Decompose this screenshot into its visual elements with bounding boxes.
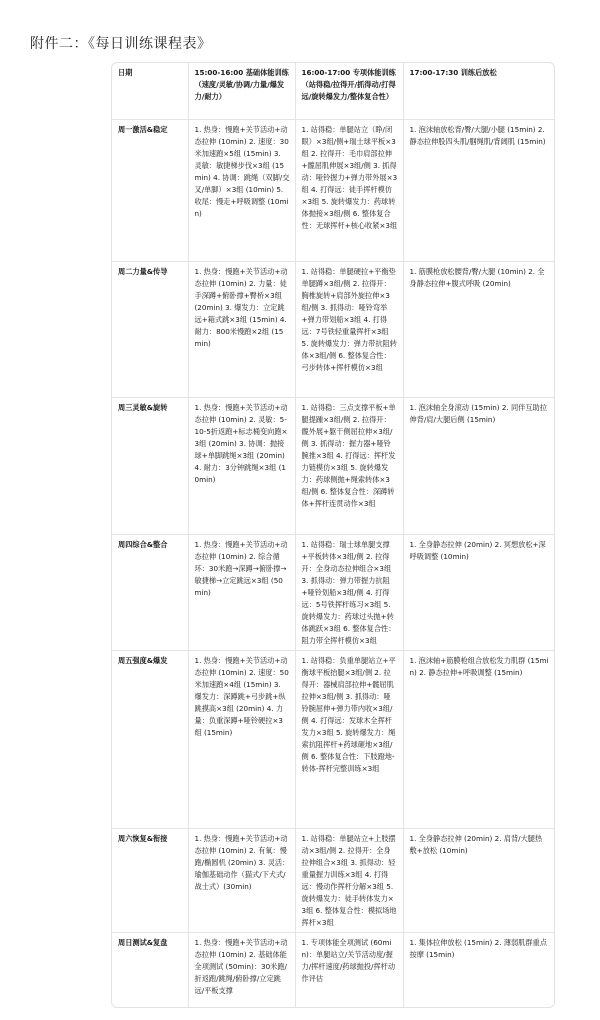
header-basic-training: 15:00-16:00 基础体能训练（速度/灵敏/协调/力量/爆发力/耐力）: [188, 63, 295, 119]
header-special-training: 16:00-17:00 专项体能训练（站得稳/拉得开/抓得动/打得远/旋转爆发力/整体复合性）: [295, 63, 403, 119]
header-relax: 17:00-17:30 训练后放松: [403, 63, 554, 119]
table-row-monday: [112, 119, 554, 261]
special-training-cell: 1. 站得稳：单腿站立（睁/闭眼）×3组/侧+瑞士球平板×3组 2. 拉得开：毛巾肩部拉伸+髋屈肌伸展×3组/侧 3. 抓得动：哑铃握力+弹力带外展×3组 4. 打得远：徒手挥杆模仿×3组 5. 旋转爆发力：药球转体抛接×3组/侧 6. 整体复合性：无球挥杆+核心收紧×3组: [295, 119, 403, 261]
basic-training-cell: 1. 热身：慢跑+关节活动+动态拉伸 (10min) 2. 灵敏：5-10-5折返跑+标志桶变向跑×3组 (20min) 3. 协调：抛接球+单脚跳绳×3组 (20min) 4. 耐力：3分钟跳绳×3组 (10min): [188, 397, 295, 534]
relax-cell: 1. 泡沫轴放松背/臀/大腿/小腿 (15min) 2. 静态拉伸股四头肌/腘绳肌/背阔肌 (15min): [403, 119, 554, 261]
day-label: 周三灵敏&旋转: [112, 397, 188, 534]
day-label: 周二力量&传导: [112, 261, 188, 397]
relax-cell: 1. 筋膜枪放松腰背/臀/大腿 (10min) 2. 全身静态拉伸+腹式呼吸 (20min): [403, 261, 554, 397]
relax-cell: 1. 全身静态拉伸 (20min) 2. 肩背/大腿热敷+放松 (10min): [403, 828, 554, 932]
day-label: 周五强度&爆发: [112, 650, 188, 828]
relax-cell: 1. 集体拉伸放松 (15min) 2. 薄弱肌群重点按摩 (15min): [403, 932, 554, 1008]
basic-training-cell: 1. 热身：慢跑+关节活动+动态拉伸 (10min) 2. 有氧：慢跑/椭圆机 (20min) 3. 灵活：瑜伽基础动作（猫式/下犬式/战士式）(30min): [188, 828, 295, 932]
relax-cell: 1. 泡沫轴全身滚动 (15min) 2. 同伴互助拉伸背/肩/大腿后侧 (15min): [403, 397, 554, 534]
training-schedule-table: [111, 62, 555, 1008]
table-row-friday: [112, 650, 554, 828]
basic-training-cell: 1. 热身：慢跑+关节活动+动态拉伸 (10min) 2. 基础体能全项测试 (50min)：30米跑/折返跑/跳绳/俯卧撑/立定跳远/平板支撑: [188, 932, 295, 1008]
special-training-cell: 1. 站得稳：负重单腿站立+平衡球平板抬腿×3组/侧 2. 拉得开：器械肩部拉伸+髋屈肌拉伸×3组/侧 3. 抓得动：哑铃腕屈伸+弹力带内收×3组/侧 4. 打得远：发球木全挥杆发力×3组 5. 旋转爆发力：绳索抗阻挥杆+药球砸地×3组/侧 6. 整体复合性：下肢蹬地-转体-挥杆完整训练×3组: [295, 650, 403, 828]
relax-cell: 1. 全身静态拉伸 (20min) 2. 冥想放松+深呼吸调整 (10min): [403, 534, 554, 650]
day-label: 周一激活&稳定: [112, 119, 188, 261]
special-training-cell: 1. 站得稳：瑞士球单腿支撑+平板转体×3组/侧 2. 拉得开：全身动态拉伸组合×3组 3. 抓得动：弹力带握力抗阻+哑铃划船×3组/侧 4. 打得远：5号铁挥杆练习×3组 5. 旋转爆发力：药球过头抛+转体跳跃×3组 6. 整体复合性：阻力带全挥杆模仿×3组: [295, 534, 403, 650]
table-row-sunday: [112, 932, 554, 1008]
special-training-cell: 1. 站得稳：单腿站立+上肢摆动×3组/侧 2. 拉得开：全身拉伸组合×3组 3. 抓得动：轻重量握力训练×3组 4. 打得远：慢动作挥杆分解×3组 5. 旋转爆发力：徒手转体发力×3组 6. 整体复合性：模拟场地挥杆×3组: [295, 828, 403, 932]
basic-training-cell: 1. 热身：慢跑+关节活动+动态拉伸 (10min) 2. 速度：50米加速跑×4组 (15min) 3. 爆发力：深蹲跳+弓步跳+纵跳摸高×3组 (20min) 4. 力量：负重深蹲+哑铃硬拉×3组 (15min): [188, 650, 295, 828]
special-training-cell: 1. 站得稳：三点支撑平板+单腿提踵×3组/侧 2. 拉得开：髋外展+躯干侧屈拉伸×3组/侧 3. 抓得动：握力器+哑铃腕推×3组 4. 打得远：挥杆发力链模仿×3组 5. 旋转爆发力：药球侧抛+绳索转体×3组/侧 6. 整体复合性：深蹲转体+挥杆连贯动作×3组: [295, 397, 403, 534]
basic-training-cell: 1. 热身：慢跑+关节活动+动态拉伸 (10min) 2. 力量：徒手深蹲+俯卧撑+臀桥×3组 (20min) 3. 爆发力：立定跳远+箱式跳×3组 (15min) 4. 耐力：800米慢跑×2组 (15min): [188, 261, 295, 397]
special-training-cell: 1. 站得稳：单腿硬拉+平衡垫单腿蹲×3组/侧 2. 拉得开：胸椎旋转+肩部外旋拉伸×3组/侧 3. 抓得动：哑铃弯举+弹力带划船×3组 4. 打得远：7号铁轻重量挥杆×3组 5. 旋转爆发力：弹力带抗阻转体×3组/侧 6. 整体复合性：弓步转体+挥杆模仿×3组: [295, 261, 403, 397]
table-header-row: [112, 63, 554, 119]
document-title: 附件二：《每日训练课程表》: [30, 36, 212, 52]
special-training-cell: 1. 专项体能全项测试 (60min)：单腿站立/关节活动度/握力/挥杆速度/药球抛投/挥杆动作评估: [295, 932, 403, 1008]
day-label: 周六恢复&衔接: [112, 828, 188, 932]
basic-training-cell: 1. 热身：慢跑+关节活动+动态拉伸 (10min) 2. 综合循环：30米跑→深蹲→俯卧撑→敏捷梯→立定跳远×3组 (50min): [188, 534, 295, 650]
table-row-wednesday: [112, 397, 554, 534]
relax-cell: 1. 泡沫轴+筋膜枪组合放松发力肌群 (15min) 2. 静态拉伸+呼吸调整 (15min): [403, 650, 554, 828]
day-label: 周四综合&整合: [112, 534, 188, 650]
table-row-saturday: [112, 828, 554, 932]
table-row-thursday: [112, 534, 554, 650]
table-row-tuesday: [112, 261, 554, 397]
header-date: 日期: [112, 63, 188, 119]
basic-training-cell: 1. 热身：慢跑+关节活动+动态拉伸 (10min) 2. 速度：30米加速跑×5组 (15min) 3. 灵敏：敏捷梯步伐×3组 (15min) 4. 协调：跳绳（双脚/交叉/单脚）×3组 (10min) 5. 收尾：慢走+呼吸调整 (10min): [188, 119, 295, 261]
day-label: 周日测试&复盘: [112, 932, 188, 1008]
